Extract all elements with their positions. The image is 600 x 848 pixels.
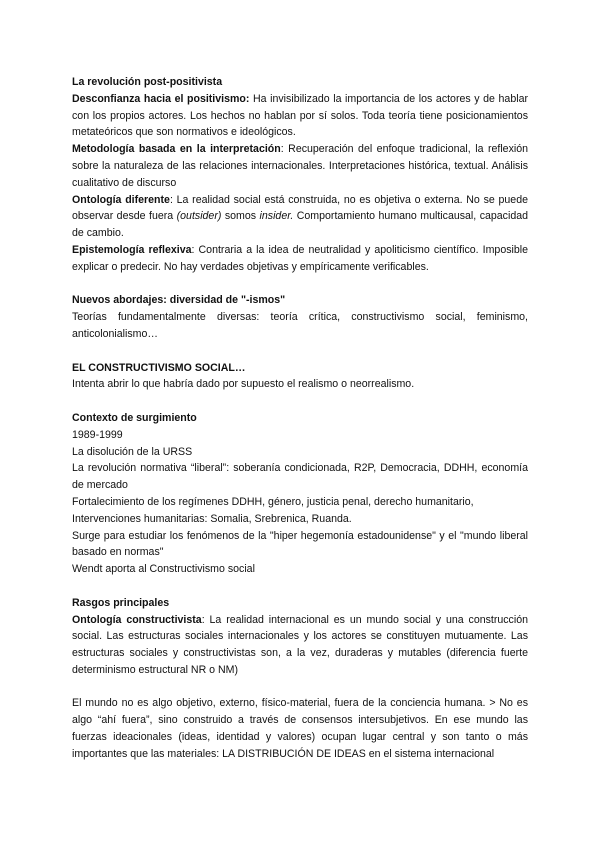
section-heading-contexto: Contexto de surgimiento bbox=[72, 411, 197, 424]
paragraph-ontologia: Ontología diferente: La realidad social está construida, no es objetiva o externa. No se puede observar desde fuera (outsider) somos insider. Comportamiento humano multicausal, capacidad de cambio. bbox=[72, 193, 528, 240]
context-line-regimenes: Fortalecimiento de los regímenes DDHH, género, justicia penal, derecho humanitario, bbox=[72, 495, 474, 508]
paragraph-intenta: Intenta abrir lo que habría dado por supuesto el realismo o neorrealismo. bbox=[72, 378, 415, 391]
context-line-hegemonia: Surge para estudiar los fenómenos de la "hiper hegemonía estadounidense" y el "mundo liberal basado en normas" bbox=[72, 529, 528, 559]
spacer bbox=[72, 276, 528, 293]
section-heading-revolucion: La revolución post-positivista bbox=[72, 76, 223, 88]
context-line-wendt: Wendt aporta al Constructivismo social bbox=[72, 563, 255, 576]
section-heading-rasgos: Rasgos principales bbox=[72, 596, 170, 609]
context-line-intervenciones: Intervenciones humanitarias: Somalia, Srebrenica, Ruanda. bbox=[72, 512, 352, 525]
paragraph-metodologia: Metodología basada en la interpretación: Recuperación del enfoque tradicional, la reflexión sobre la naturaleza de las relaciones internacionales. Interpretaciones histórica, textual. Análisis cualitativo de discurso bbox=[72, 143, 529, 189]
paragraph-ontologia-constructivista: Ontología constructivista: La realidad internacional es un mundo social y una construcción social. Las estructuras sociales internacionales y los actores se constituyen mutuamente. Las estructuras sociales y constructivistas son, a la vez, duraderas y mutables (diferencia fuerte determinismo estructural NR o NM) bbox=[72, 613, 528, 676]
spacer bbox=[72, 679, 528, 696]
paragraph-desconfianza: Desconfianza hacia el positivismo: Ha invisibilizado la importancia de los actores y de hablar con los propios actores. Los hechos no hablan por sí solos. Toda teoría tiene posicionamientos metateóricos que son normativos e ideológicos. bbox=[72, 92, 528, 139]
section-heading-abordajes: Nuevos abordajes: diversidad de "-ismos" bbox=[72, 294, 286, 307]
context-line-years: 1989-1999 bbox=[72, 428, 123, 441]
paragraph-mundo: El mundo no es algo objetivo, externo, físico-material, fuera de la conciencia humana. > No es algo “ahí fuera”, sino construido a través de consensos intersubjetivos. En ese mundo las fuerzas ideacionales (ideas, identidad y valores) ocupan lugar central y son tanto o más importantes que las materiales: LA DISTRIBUCIÓN DE IDEAS en el sistema internacional bbox=[72, 697, 528, 760]
context-line-urss: La disolución de la URSS bbox=[72, 445, 193, 458]
spacer bbox=[72, 393, 528, 410]
spacer bbox=[72, 578, 528, 595]
context-line-revolucion-normativa: La revolución normativa “liberal”: soberanía condicionada, R2P, Democracia, DDHH, economía de mercado bbox=[72, 462, 528, 492]
section-heading-constructivismo: EL CONSTRUCTIVISMO SOCIAL… bbox=[72, 361, 246, 374]
spacer bbox=[72, 343, 528, 360]
document-body bbox=[72, 74, 528, 763]
paragraph-teorias: Teorías fundamentalmente diversas: teoría crítica, constructivismo social, feminismo, anticolonialismo… bbox=[72, 311, 528, 340]
paragraph-epistemologia: Epistemología reflexiva: Contraria a la idea de neutralidad y apoliticismo científico. Imposible explicar o predecir. No hay verdades objetivas y empíricamente verificables. bbox=[72, 243, 529, 273]
